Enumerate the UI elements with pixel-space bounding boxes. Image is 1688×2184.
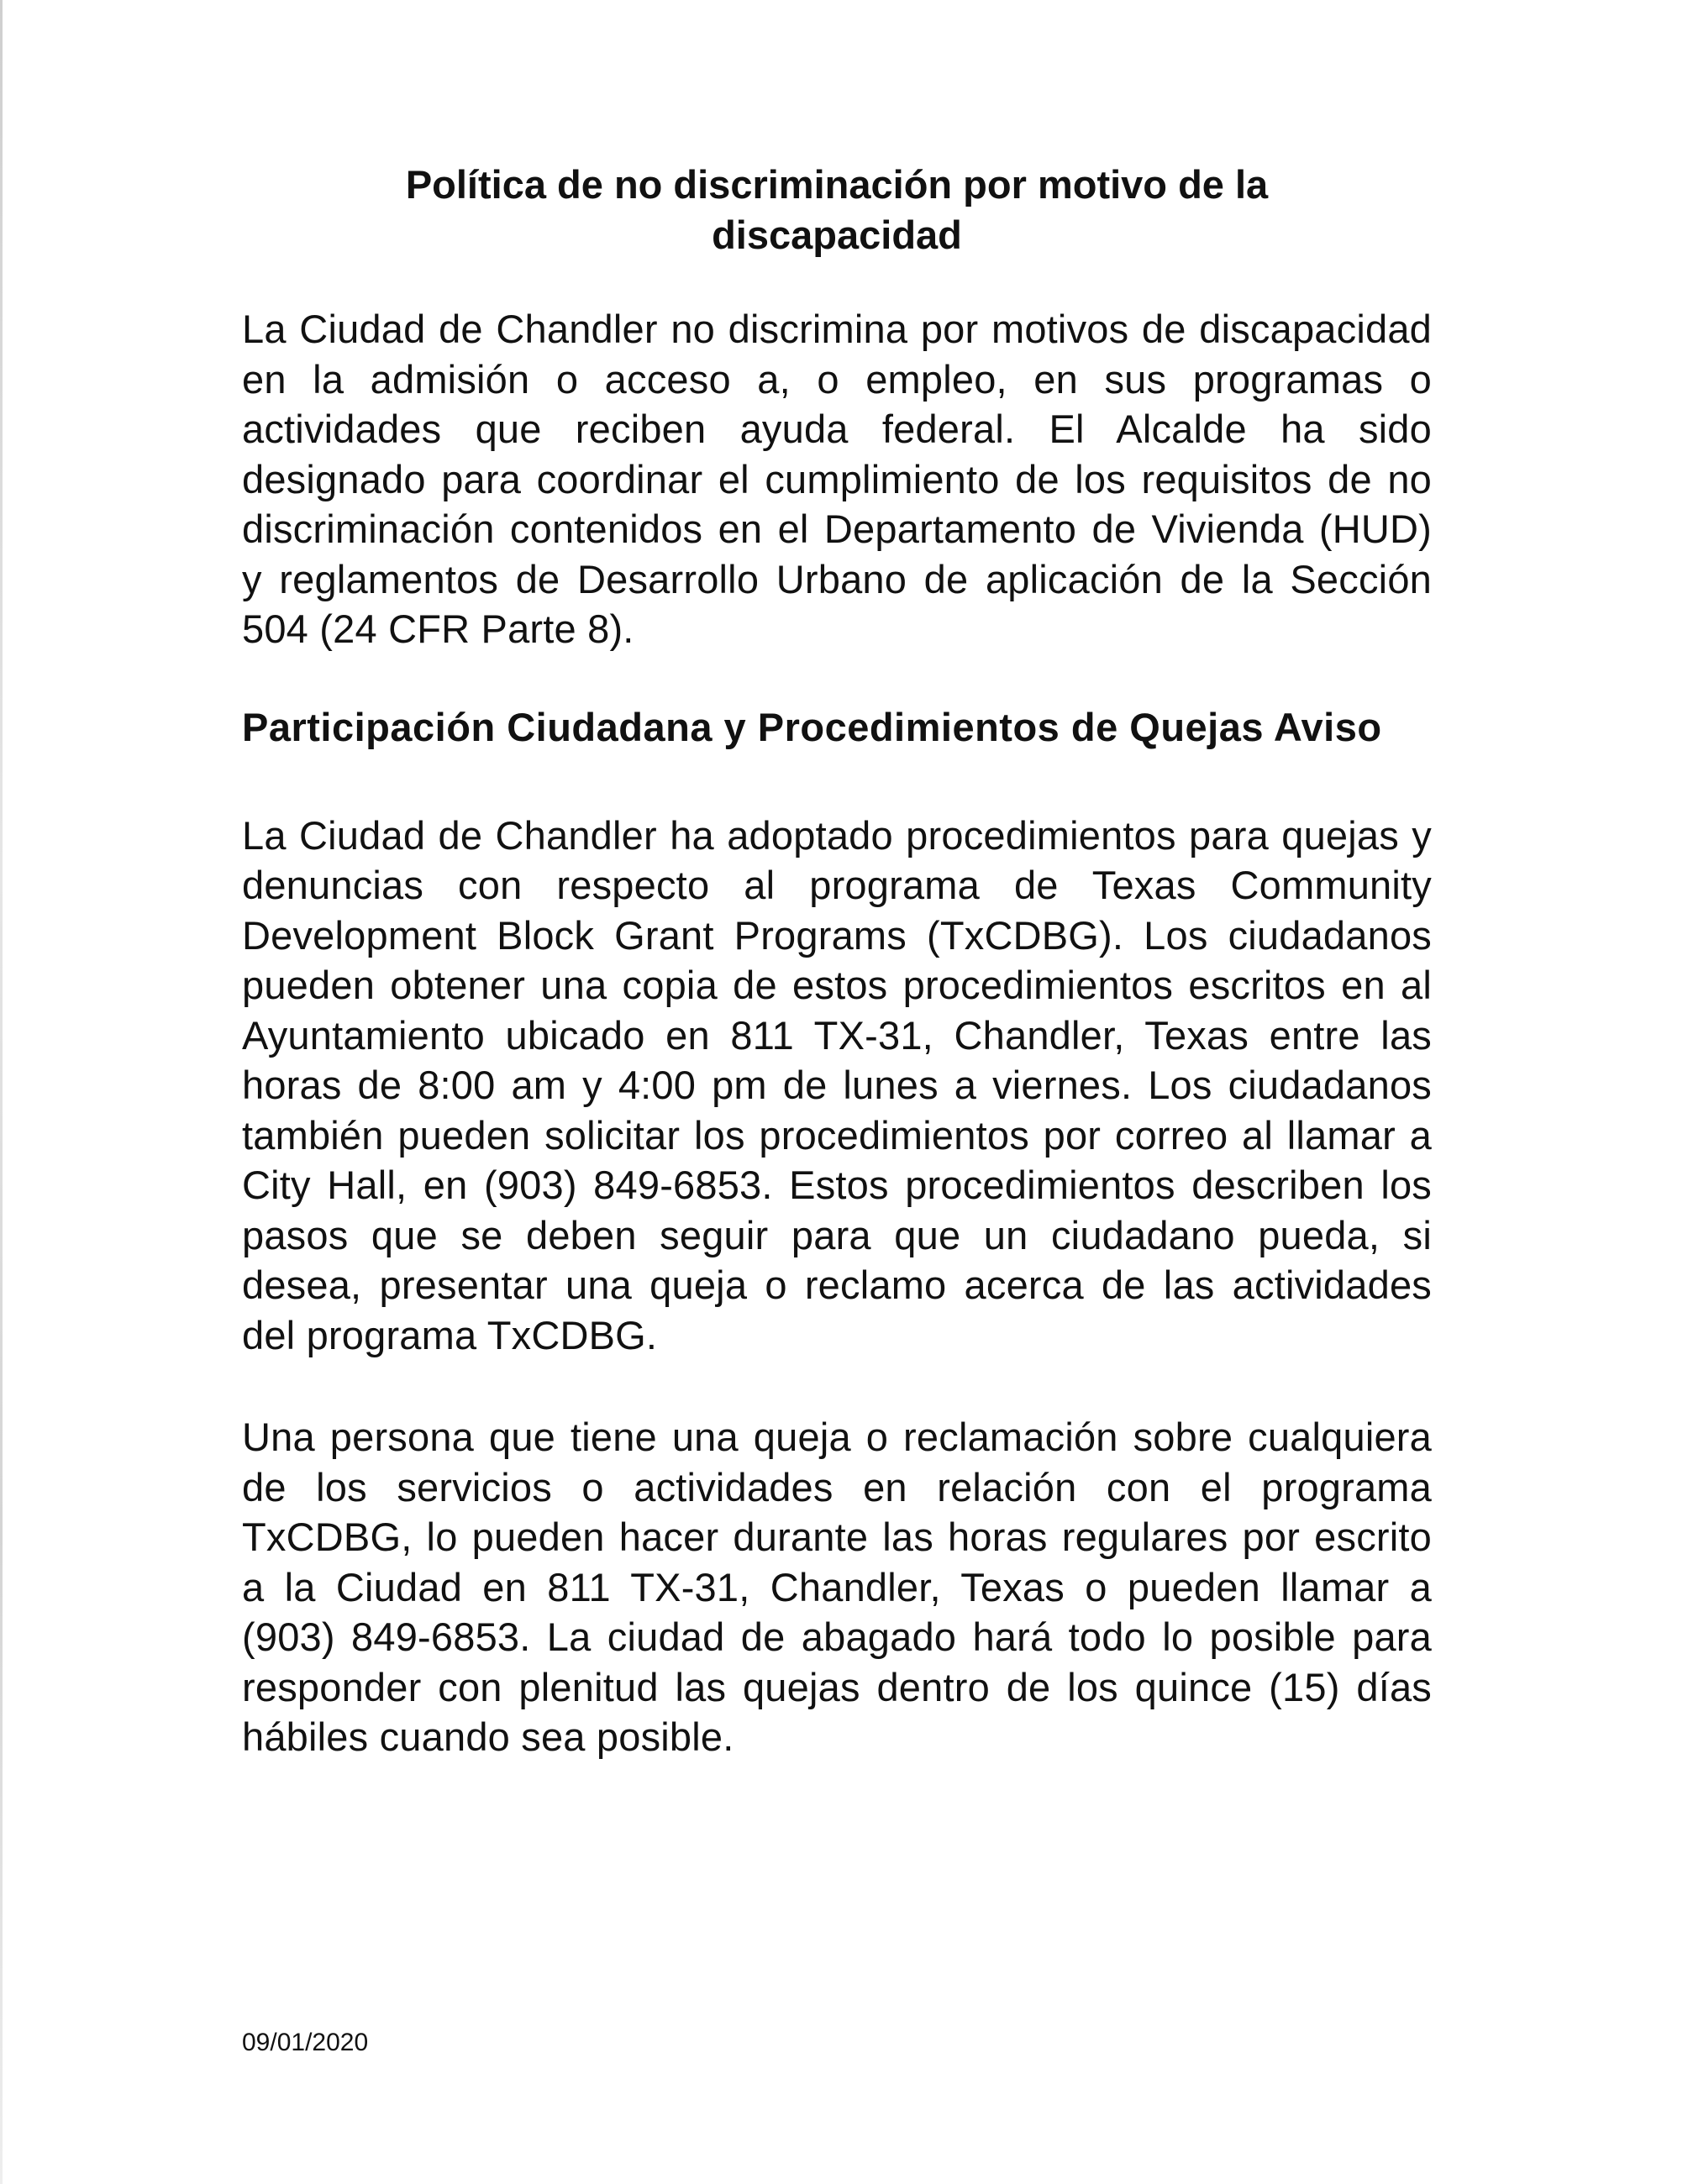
paragraph-complaint-procedures: La Ciudad de Chandler ha adoptado procedimientos para quejas y denuncias con respecto al programa de Texas Community Development Block Grant Programs (TxCDBG). Los ciudadanos pueden obtener una copia de estos procedimientos escritos en al Ayuntamiento ubicado en 811 TX-31, Chandler, Texas entre las horas de 8:00 am y 4:00 pm de lunes a viernes. Los ciudadanos también pueden solicitar los procedimientos por correo al llamar a City Hall, en (903) 849-6853. Estos procedimientos describen los pasos que se deben seguir para que un ciudadano pueda, si desea, presentar una queja o reclamo acerca de las actividades del programa TxCDBG. xyxy=(242,812,1432,1357)
paragraph-nondiscrimination: La Ciudad de Chandler no discrimina por motivos de discapacidad en la admisión o acceso a, o empleo, en sus programas o actividades que reciben ayuda federal. El Alcalde ha sido designado para coordinar el cumplimiento de los requisitos de no discriminación contenidos en el Departamento de Vivienda (HUD) y reglamentos de Desarrollo Urbano de aplicación de la Sección 504 (24 CFR Parte 8). xyxy=(242,307,1432,651)
document-page xyxy=(242,160,1432,1762)
section-heading: Participación Ciudadana y Procedimientos de Quejas Aviso xyxy=(242,704,1382,749)
paragraph-how-to-file: Una persona que tiene una queja o reclamación sobre cualquiera de los servicios o actividades en relación con el programa TxCDBG, lo pueden hacer durante las horas regulares por escrito a la Ciudad en 811 TX-31, Chandler, Texas o pueden llamar a (903) 849-6853. La ciudad de abagado hará todo lo posible para responder con plenitud las quejas dentro de los quince (15) días hábiles cuando sea posible. xyxy=(242,1415,1432,1759)
scan-edge xyxy=(0,0,3,2184)
footer-date: 09/01/2020 xyxy=(242,2029,369,2056)
document-title: Política de no discriminación por motivo de la discapacidad xyxy=(405,162,1269,257)
